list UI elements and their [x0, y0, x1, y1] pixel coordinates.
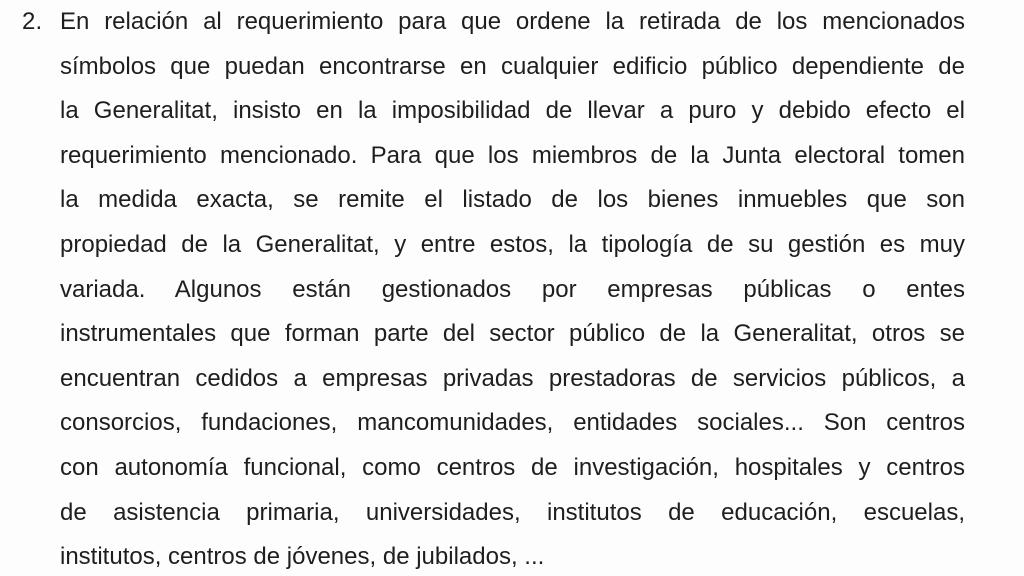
- paragraph-line: la medida exacta, se remite el listado de los bienes inmuebles que son: [60, 186, 965, 214]
- paragraph-line: requerimiento mencionado. Para que los miembros de la Junta electoral tomen: [60, 141, 965, 169]
- paragraph-line: la Generalitat, insisto en la imposibilidad de llevar a puro y debido efecto el: [60, 97, 965, 125]
- paragraph-line: propiedad de la Generalitat, y entre estos, la tipología de su gestión es muy: [60, 230, 965, 258]
- paragraph-line: símbolos que puedan encontrarse en cualquier edificio público dependiente de: [60, 52, 965, 80]
- paragraph: [60, 0, 965, 576]
- paragraph-line: instrumentales que forman parte del sector público de la Generalitat, otros se: [60, 320, 965, 348]
- paragraph-line: encuentran cedidos a empresas privadas prestadoras de servicios públicos, a: [60, 364, 965, 392]
- paragraph-line: variada. Algunos están gestionados por empresas públicas o entes: [60, 275, 965, 303]
- paragraph-line: con autonomía funcional, como centros de investigación, hospitales y centros: [60, 453, 965, 481]
- paragraph-line: institutos, centros de jóvenes, de jubilados, ...: [60, 543, 545, 571]
- paragraph-line: consorcios, fundaciones, mancomunidades, entidades sociales... Son centros: [60, 409, 965, 437]
- paragraph-line: de asistencia primaria, universidades, institutos de educación, escuelas,: [60, 498, 965, 526]
- list-item-number: 2.: [22, 8, 43, 35]
- paragraph-line: En relación al requerimiento para que ordene la retirada de los mencionados: [60, 8, 965, 35]
